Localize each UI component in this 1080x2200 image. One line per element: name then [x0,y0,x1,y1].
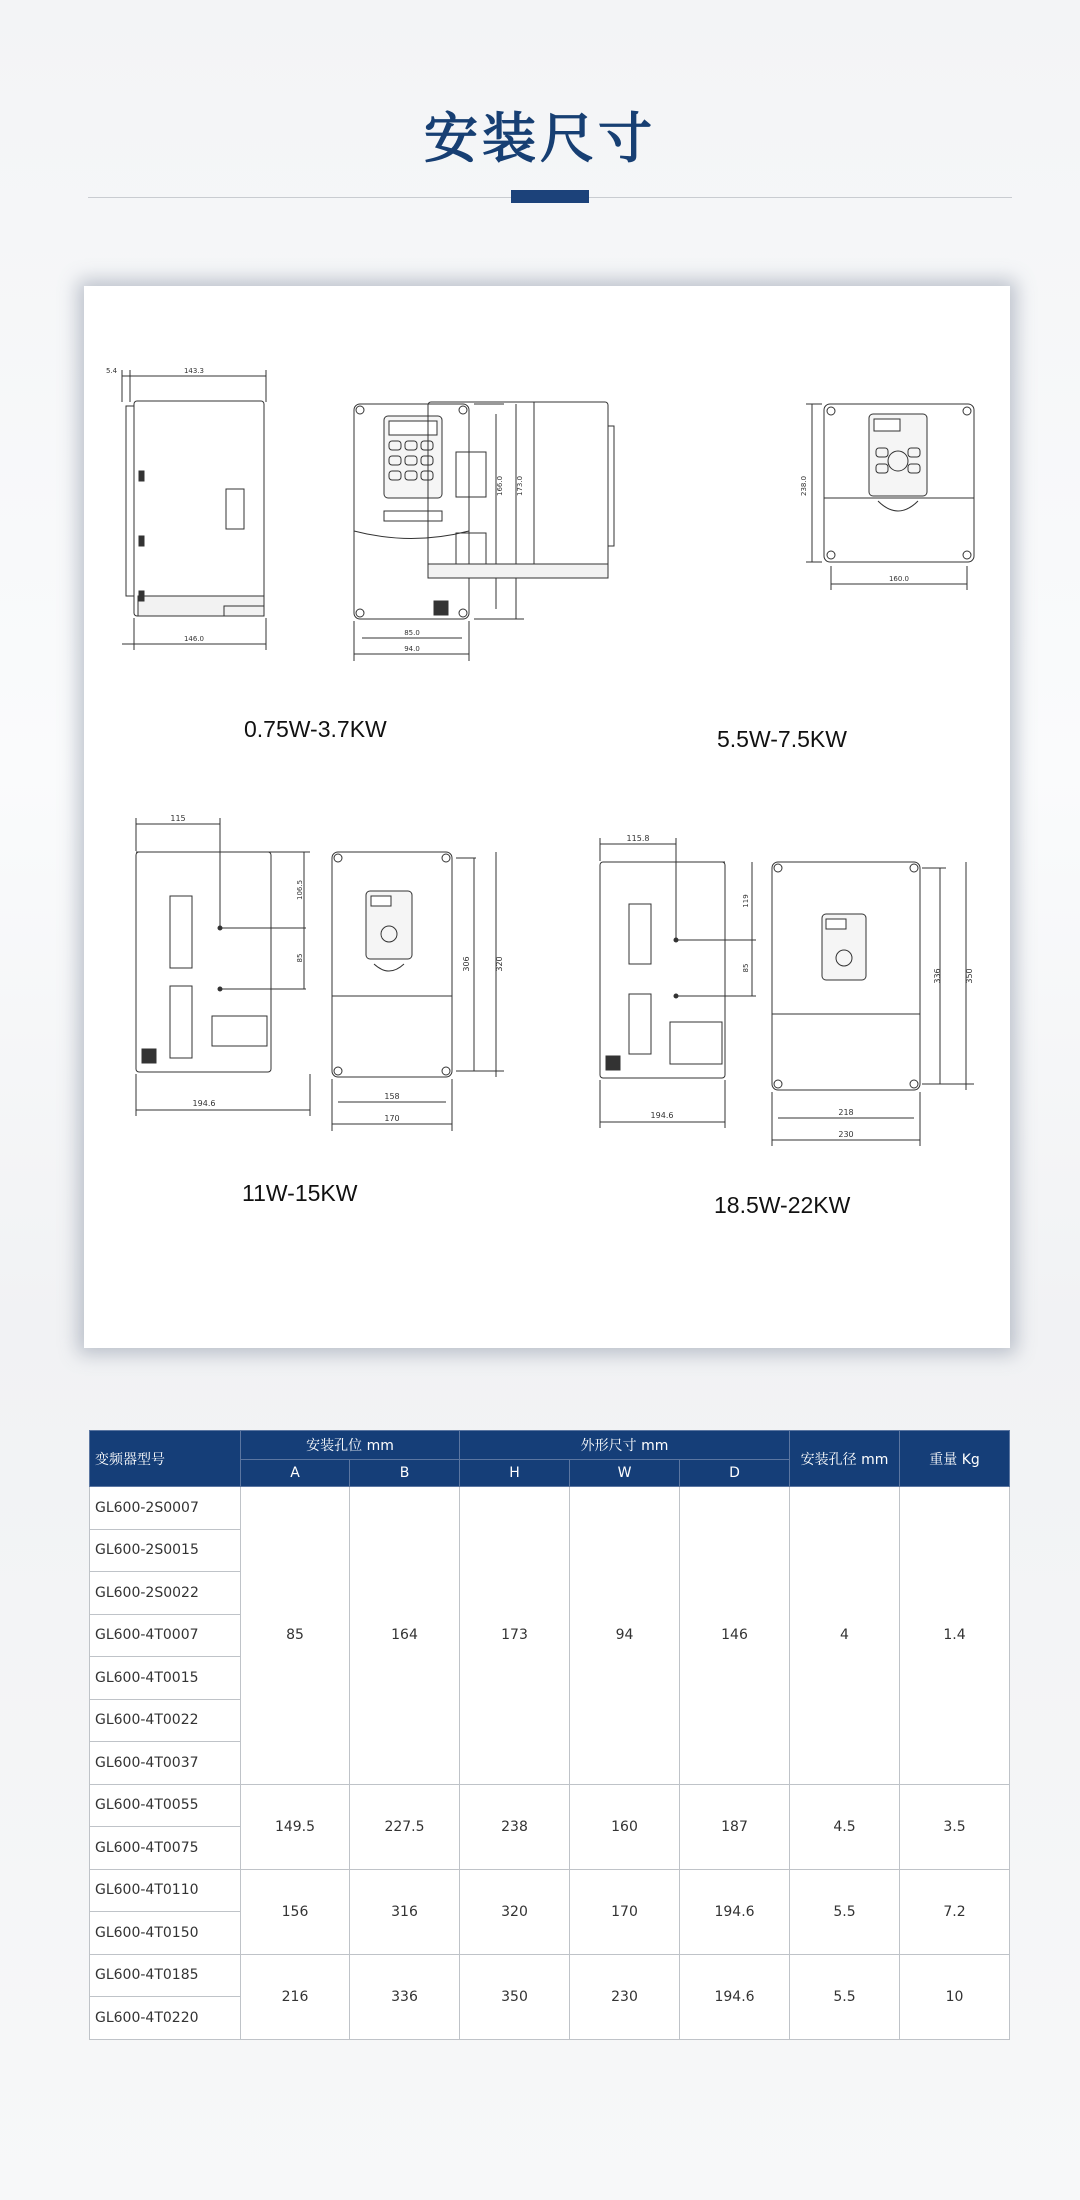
drawing-4 [600,834,974,1146]
header-w: W [570,1460,680,1487]
cell-d: 187 [680,1784,790,1869]
model-cell: GL600-4T0220 [90,1997,241,2040]
page-title: 安装尺寸 [424,107,656,170]
cell-weight: 1.4 [900,1487,1010,1785]
cell-h: 173 [460,1487,570,1785]
cell-w: 94 [570,1487,680,1785]
cell-weight: 10 [900,1954,1010,2039]
dim-194-6-d4: 194.6 [650,1111,674,1120]
cell-w: 170 [570,1869,680,1954]
table-row [90,1784,1010,1827]
cell-hole: 4.5 [790,1784,900,1869]
caption-18-5-22kw: 18.5W-22KW [714,1192,851,1218]
cell-d: 194.6 [680,1954,790,2039]
header-b: B [350,1460,460,1487]
cell-a: 85 [241,1487,350,1785]
cell-b: 336 [350,1954,460,2039]
table-row [90,1869,1010,1912]
header-d: D [680,1460,790,1487]
table-row [90,1487,1010,1530]
model-cell: GL600-4T0015 [90,1657,241,1700]
dim-85-d3: 85 [296,953,304,963]
dim-173-0: 173.0 [516,475,524,497]
dimension-drawings [84,286,1010,1348]
dim-146-0: 146.0 [183,635,205,643]
cell-b: 316 [350,1869,460,1954]
cell-h: 350 [460,1954,570,2039]
dim-106-5: 106.5 [296,879,304,901]
model-cell: GL600-4T0055 [90,1784,241,1827]
model-cell: GL600-4T0022 [90,1699,241,1742]
model-cell: GL600-2S0015 [90,1529,241,1572]
dimensions-table [89,1430,1010,2040]
model-cell: GL600-4T0037 [90,1742,241,1785]
cell-hole: 5.5 [790,1954,900,2039]
dim-158: 158 [384,1092,400,1101]
header-outline-size: 外形尺寸 mm [460,1431,790,1460]
cell-w: 160 [570,1784,680,1869]
dim-166-0: 166.0 [496,475,504,497]
dim-160-0: 160.0 [888,575,910,583]
drawing-3 [136,814,504,1131]
dim-238-0: 238.0 [800,475,808,497]
dim-85-0: 85.0 [404,629,420,637]
table-row [90,1954,1010,1997]
dim-94-0: 94.0 [404,645,420,653]
header-a: A [241,1460,350,1487]
dim-230: 230 [838,1130,854,1139]
cell-d: 146 [680,1487,790,1785]
model-cell: GL600-2S0022 [90,1572,241,1615]
dim-194-6-d3: 194.6 [192,1099,216,1108]
caption-5-5-7-5kw: 5.5W-7.5KW [717,726,847,752]
cell-h: 320 [460,1869,570,1954]
dim-5-4: 5.4 [106,367,118,375]
dim-85-d4: 85 [742,963,750,973]
header-hole-position: 安装孔位 mm [241,1431,460,1460]
title-accent-bar [511,190,589,203]
header-h: H [460,1460,570,1487]
header-weight: 重量 Kg [900,1431,1010,1487]
model-cell: GL600-4T0185 [90,1954,241,1997]
drawing-2 [428,402,974,615]
cell-weight: 3.5 [900,1784,1010,1869]
cell-hole: 4 [790,1487,900,1785]
drawings-panel [84,286,1010,1348]
dim-350: 350 [965,968,974,984]
dim-306: 306 [462,956,471,972]
dim-336: 336 [933,968,942,984]
model-cell: GL600-4T0007 [90,1614,241,1657]
cell-b: 227.5 [350,1784,460,1869]
cell-b: 164 [350,1487,460,1785]
cell-d: 194.6 [680,1869,790,1954]
cell-a: 216 [241,1954,350,2039]
cell-hole: 5.5 [790,1869,900,1954]
cell-a: 156 [241,1869,350,1954]
dim-143-3: 143.3 [183,367,205,375]
caption-0-75-3-7kw: 0.75W-3.7KW [244,716,387,742]
dim-115: 115 [170,814,186,823]
cell-weight: 7.2 [900,1869,1010,1954]
model-cell: GL600-4T0075 [90,1827,241,1870]
dim-218: 218 [838,1108,854,1117]
dim-320: 320 [495,956,504,972]
caption-11-15kw: 11W-15KW [242,1180,358,1206]
cell-a: 149.5 [241,1784,350,1869]
model-cell: GL600-4T0150 [90,1912,241,1955]
drawing-1 [106,367,524,661]
cell-w: 230 [570,1954,680,2039]
dim-115-8: 115.8 [626,834,650,843]
model-cell: GL600-2S0007 [90,1487,241,1530]
cell-h: 238 [460,1784,570,1869]
dim-170: 170 [384,1114,400,1123]
header-model: 变频器型号 [90,1431,241,1487]
dim-119: 119 [742,894,750,908]
model-cell: GL600-4T0110 [90,1869,241,1912]
header-hole-diameter: 安装孔径 mm [790,1431,900,1487]
